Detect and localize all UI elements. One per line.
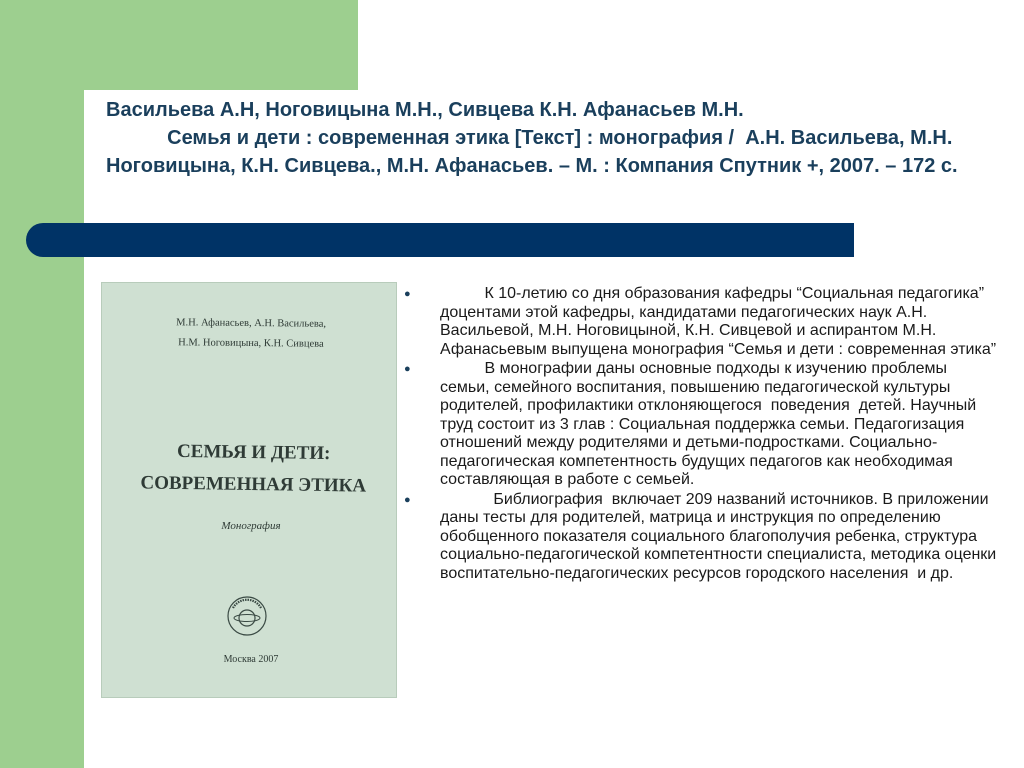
cover-title [131, 435, 377, 502]
bullet-item [404, 491, 1000, 584]
book-cover-image [101, 282, 397, 698]
top-green-band [84, 0, 358, 90]
slide-title: Васильева А.Н, Ноговицына М.Н., Сивцева К.Н. Афанасьев М.Н. Семья и дети : современная этика [Текст] : монография / А.Н. Васильева, М.Н. Ноговицына, К.Н. Сивцева., М.Н. Афанасьев. – М. : Компания Спутник +, 2007. – 172 с. [106, 99, 958, 177]
bullet-text: Библиография включает 209 названий источников. В приложении даны тесты для родителей, матрица и инструкция по определению обобщенного показателя социального благополучия ребенка, структура социально-педагогической компетентности специалиста, методика оценки воспитательно-педагогических ресурсов городского населения и др. [440, 490, 1001, 582]
cover-authors-line: Н.М. Ноговицына, К.Н. Сивцева [178, 337, 324, 350]
navy-divider-bar [26, 223, 854, 257]
bullet-item [404, 360, 1000, 490]
bullet-item [404, 285, 1000, 359]
bullet-icon: ● [404, 363, 411, 375]
left-green-band [0, 0, 84, 768]
cover-title-line: СЕМЬЯ И ДЕТИ: [176, 440, 331, 465]
cover-authors [141, 313, 361, 355]
cover-imprint: Москва 2007 [223, 654, 279, 665]
bullet-text: К 10-летию со дня образования кафедры “Социальная педагогика” доцентами этой кафедры, кандидатами педагогических наук А.Н. Васильевой, М.Н. Ноговицыной, К.Н. Сивцевой и аспирантом М.Н. Афанасьевым выпущена монография “Семья и дети : современная этика” [440, 285, 997, 358]
bullet-icon: ● [404, 288, 411, 300]
bullet-text: В монографии даны основные подходы к изучению проблемы семьи, семейного воспитания, повышению педагогической культуры родителей, профилактики отклоняющегося поведения детей. Научный труд состоит из 3 глав : Социальная поддержка семьи. Педагогизация отношений между родителями и детьми-подростками. Социально-педагогическая компетентность будущих педагогов как необходимая составляющая в работе с семьей. [440, 360, 981, 488]
cover-authors-line: М.Н. Афанасьев, А.Н. Васильева, [176, 317, 327, 330]
publisher-logo-icon [225, 594, 269, 638]
cover-title-line: СОВРЕМЕННАЯ ЭТИКА [140, 472, 367, 497]
bullet-icon: ● [404, 493, 411, 506]
cover-subtitle: Монография [221, 520, 281, 532]
bullet-list [404, 285, 1000, 584]
